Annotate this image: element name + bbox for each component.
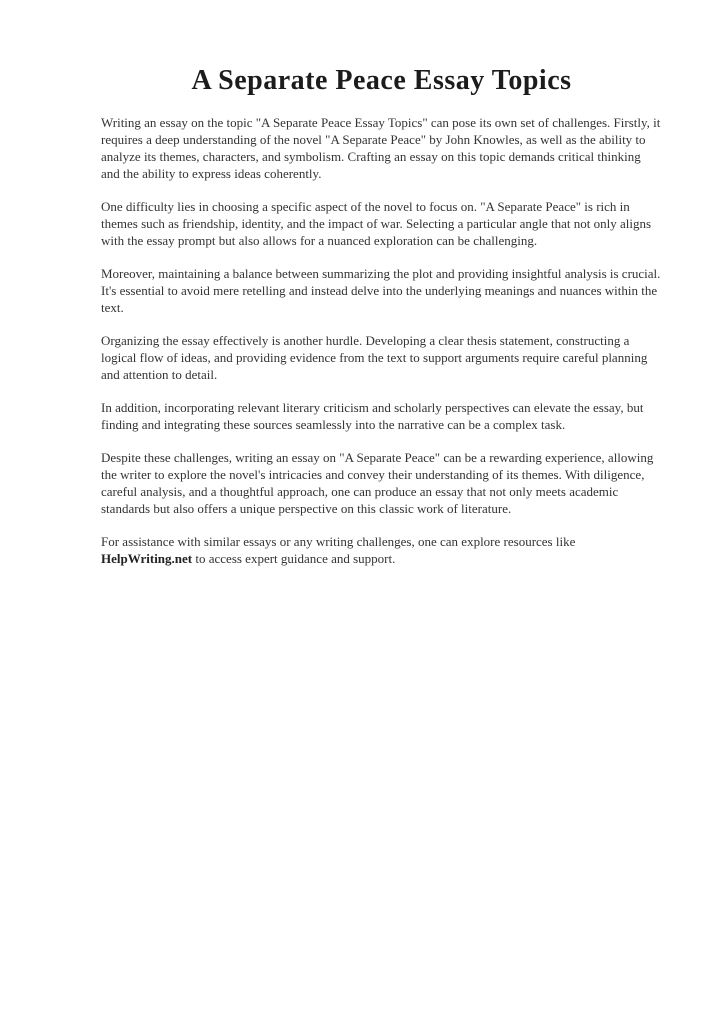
closing-paragraph (101, 533, 662, 567)
closing-text-after: to access expert guidance and support. (192, 551, 396, 566)
paragraph-criticism: In addition, incorporating relevant literary criticism and scholarly perspectives can elevate the essay, but finding and integrating these sources seamlessly into the narrative can be a complex task. (101, 400, 644, 432)
paragraph-intro: Writing an essay on the topic "A Separate Peace Essay Topics" can pose its own set of challenges. Firstly, it requires a deep understanding of the novel "A Separate Peace" by John Knowles, as well as the ability to analyze its themes, characters, and symbolism. Crafting an essay on this topic demands critical thinking and the ability to express ideas coherently. (101, 115, 661, 181)
paragraph-choosing-aspect: One difficulty lies in choosing a specific aspect of the novel to focus on. "A Separate Peace" is rich in themes such as friendship, identity, and the impact of war. Selecting a particular angle that not only aligns with the essay prompt but also allows for a nuanced exploration can be challenging. (101, 199, 652, 248)
paragraph-rewarding: Despite these challenges, writing an essay on "A Separate Peace" can be a rewarding experience, allowing the writer to explore the novel's intricacies and convey their understanding of its themes. With diligence, careful analysis, and a thoughtful approach, one can produce an essay that not only meets academic standards but also offers a unique perspective on this classic work of literature. (101, 450, 654, 516)
paragraph-balance: Moreover, maintaining a balance between summarizing the plot and providing insightful analysis is crucial. It's essential to avoid mere retelling and instead delve into the underlying meanings and nuances within the text. (101, 266, 661, 315)
brand-name: HelpWriting.net (101, 551, 193, 566)
closing-text-before: For assistance with similar essays or any writing challenges, one can explore resources like (101, 534, 576, 549)
paragraph-organizing: Organizing the essay effectively is another hurdle. Developing a clear thesis statement, constructing a logical flow of ideas, and providing evidence from the text to support arguments require careful planning and attention to detail. (101, 333, 648, 382)
page-title: A Separate Peace Essay Topics (191, 65, 572, 96)
